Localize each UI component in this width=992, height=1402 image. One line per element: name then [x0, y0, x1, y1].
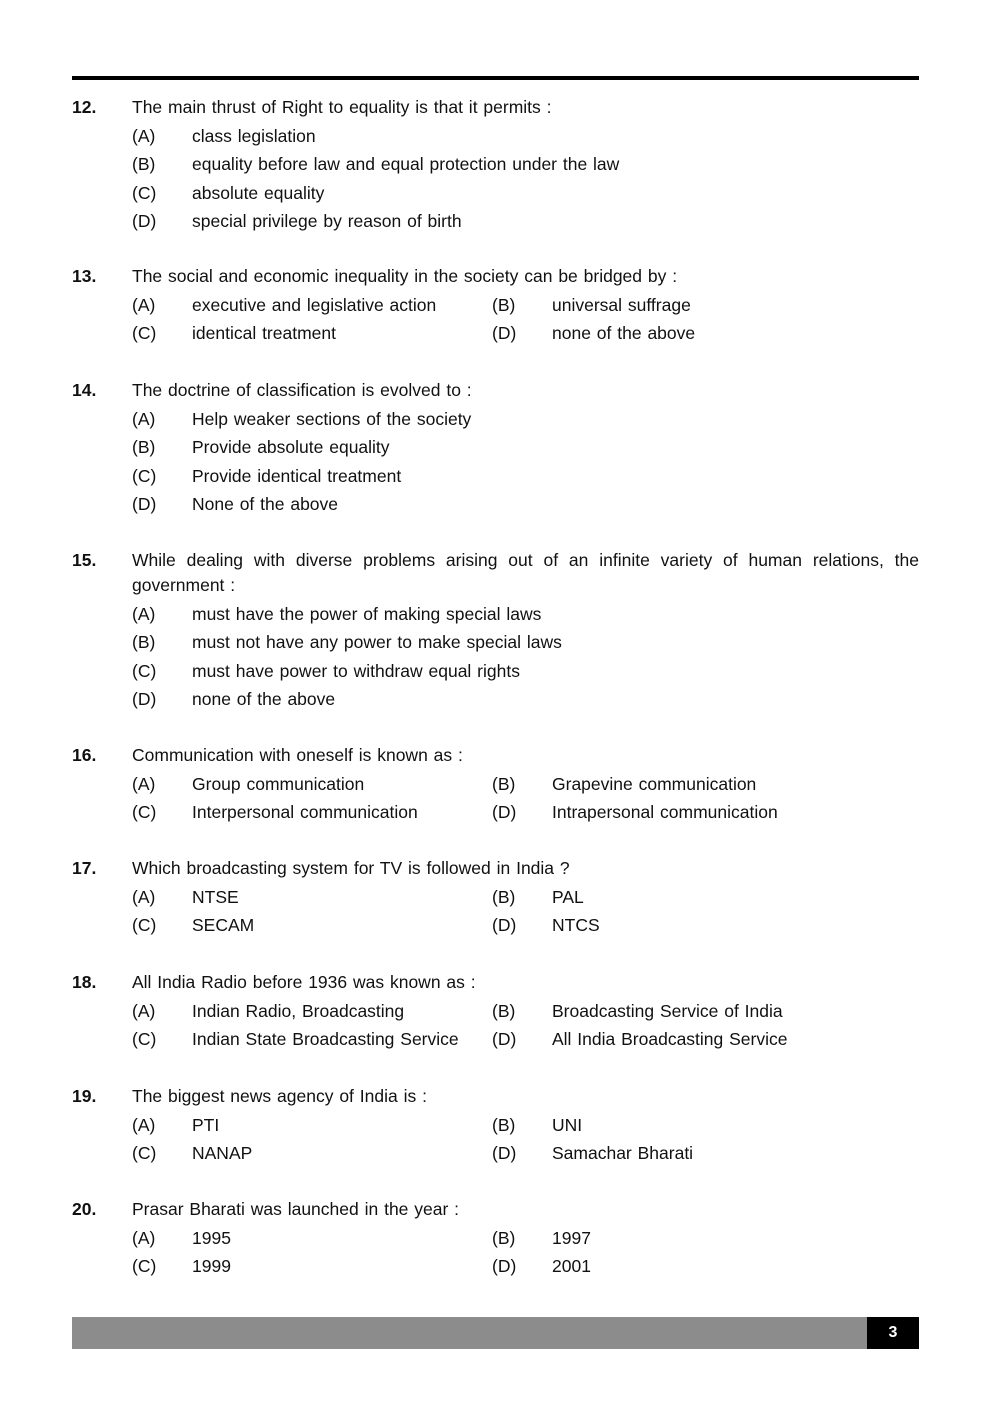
- question-number: 12.: [72, 97, 97, 117]
- option-text: SECAM: [192, 915, 255, 935]
- option-letter: (B): [492, 773, 516, 794]
- option-text: NTCS: [552, 915, 600, 935]
- option-text: 2001: [552, 1256, 591, 1276]
- option-letter: (D): [492, 1143, 517, 1163]
- option-text: Help weaker sections of the society: [192, 408, 472, 429]
- question-number: 18.: [72, 972, 97, 992]
- option-text: PAL: [552, 886, 584, 907]
- option-text: Samachar Bharati: [552, 1143, 694, 1163]
- option-text: identical treatment: [192, 323, 336, 343]
- option-letter: (D): [492, 1256, 517, 1276]
- option-text: class legislation: [192, 125, 316, 146]
- top-rule: [72, 76, 919, 80]
- option-text: 1995: [192, 1227, 231, 1248]
- option-letter: (A): [132, 294, 156, 315]
- question-number: 17.: [72, 858, 97, 878]
- option-text: Indian State Broadcasting Service: [192, 1029, 459, 1049]
- option-letter: (A): [132, 773, 156, 794]
- option-text: Broadcasting Service of India: [552, 1000, 783, 1021]
- option-letter: (D): [132, 689, 157, 709]
- question-text: The biggest news agency of India is :: [132, 1085, 427, 1106]
- question-text: Which broadcasting system for TV is followed in India ?: [132, 857, 570, 878]
- option-letter: (A): [132, 125, 156, 146]
- option-letter: (B): [132, 154, 156, 174]
- option-letter: (B): [132, 632, 156, 652]
- option-letter: (C): [132, 660, 157, 681]
- option-letter: (B): [492, 886, 516, 907]
- option-text: Intrapersonal communication: [552, 802, 778, 822]
- question-number: 15.: [72, 550, 97, 570]
- question-text: All India Radio before 1936 was known as :: [132, 971, 476, 992]
- option-text: Interpersonal communication: [192, 802, 418, 822]
- question-number: 20.: [72, 1199, 97, 1219]
- option-letter: (D): [132, 211, 157, 231]
- option-text: UNI: [552, 1114, 583, 1135]
- option-text: must have the power of making special laws: [192, 603, 542, 624]
- option-letter: (C): [132, 465, 157, 486]
- option-letter: (B): [492, 1114, 516, 1135]
- option-letter: (C): [132, 182, 157, 203]
- option-text: must not have any power to make special laws: [192, 632, 562, 652]
- option-text: absolute equality: [192, 182, 325, 203]
- option-letter: (B): [132, 437, 156, 457]
- option-text: All India Broadcasting Service: [552, 1029, 788, 1049]
- option-letter: (B): [492, 1000, 516, 1021]
- option-text: 1997: [552, 1227, 591, 1248]
- option-text: Grapevine communication: [552, 773, 757, 794]
- option-letter: (D): [492, 802, 517, 822]
- option-letter: (D): [492, 915, 517, 935]
- option-letter: (A): [132, 1227, 156, 1248]
- footer-bar: [72, 1317, 867, 1349]
- option-letter: (B): [492, 294, 516, 315]
- option-letter: (C): [132, 1029, 157, 1049]
- question-number: 13.: [72, 266, 97, 286]
- option-text: universal suffrage: [552, 294, 691, 315]
- option-letter: (A): [132, 408, 156, 429]
- option-letter: (D): [492, 1029, 517, 1049]
- option-text: None of the above: [192, 494, 339, 514]
- question-number: 19.: [72, 1086, 97, 1106]
- question-text: The social and economic inequality in the society can be bridged by :: [132, 265, 678, 286]
- question-text: The main thrust of Right to equality is that it permits :: [132, 96, 552, 117]
- option-letter: (A): [132, 603, 156, 624]
- option-letter: (A): [132, 1000, 156, 1021]
- question-text: Communication with oneself is known as :: [132, 744, 463, 765]
- page-number: 3: [867, 1317, 919, 1349]
- option-letter: (C): [132, 1256, 157, 1276]
- option-letter: (A): [132, 886, 156, 907]
- option-text: Indian Radio, Broadcasting: [192, 1000, 405, 1021]
- question-number: 16.: [72, 745, 97, 765]
- option-text: NANAP: [192, 1143, 253, 1163]
- option-text: Provide absolute equality: [192, 437, 390, 457]
- option-text: Provide identical treatment: [192, 465, 402, 486]
- question-text: Prasar Bharati was launched in the year :: [132, 1198, 460, 1219]
- option-letter: (C): [132, 323, 157, 343]
- option-text: 1999: [192, 1256, 231, 1276]
- option-text: Group communication: [192, 773, 365, 794]
- question-text: While dealing with diverse problems arising out of an infinite variety of human relations, the government :: [132, 549, 919, 595]
- option-letter: (C): [132, 1143, 157, 1163]
- option-letter: (B): [492, 1227, 516, 1248]
- option-letter: (D): [132, 494, 157, 514]
- option-text: special privilege by reason of birth: [192, 211, 462, 231]
- option-letter: (C): [132, 802, 157, 822]
- option-text: must have power to withdraw equal rights: [192, 660, 520, 681]
- option-text: executive and legislative action: [192, 294, 437, 315]
- option-text: none of the above: [552, 323, 696, 343]
- option-letter: (D): [492, 323, 517, 343]
- question-number: 14.: [72, 380, 97, 400]
- option-text: none of the above: [192, 689, 336, 709]
- option-letter: (A): [132, 1114, 156, 1135]
- option-text: PTI: [192, 1114, 220, 1135]
- option-text: NTSE: [192, 886, 239, 907]
- option-letter: (C): [132, 915, 157, 935]
- question-text: The doctrine of classification is evolved to :: [132, 379, 472, 400]
- option-text: equality before law and equal protection under the law: [192, 154, 620, 174]
